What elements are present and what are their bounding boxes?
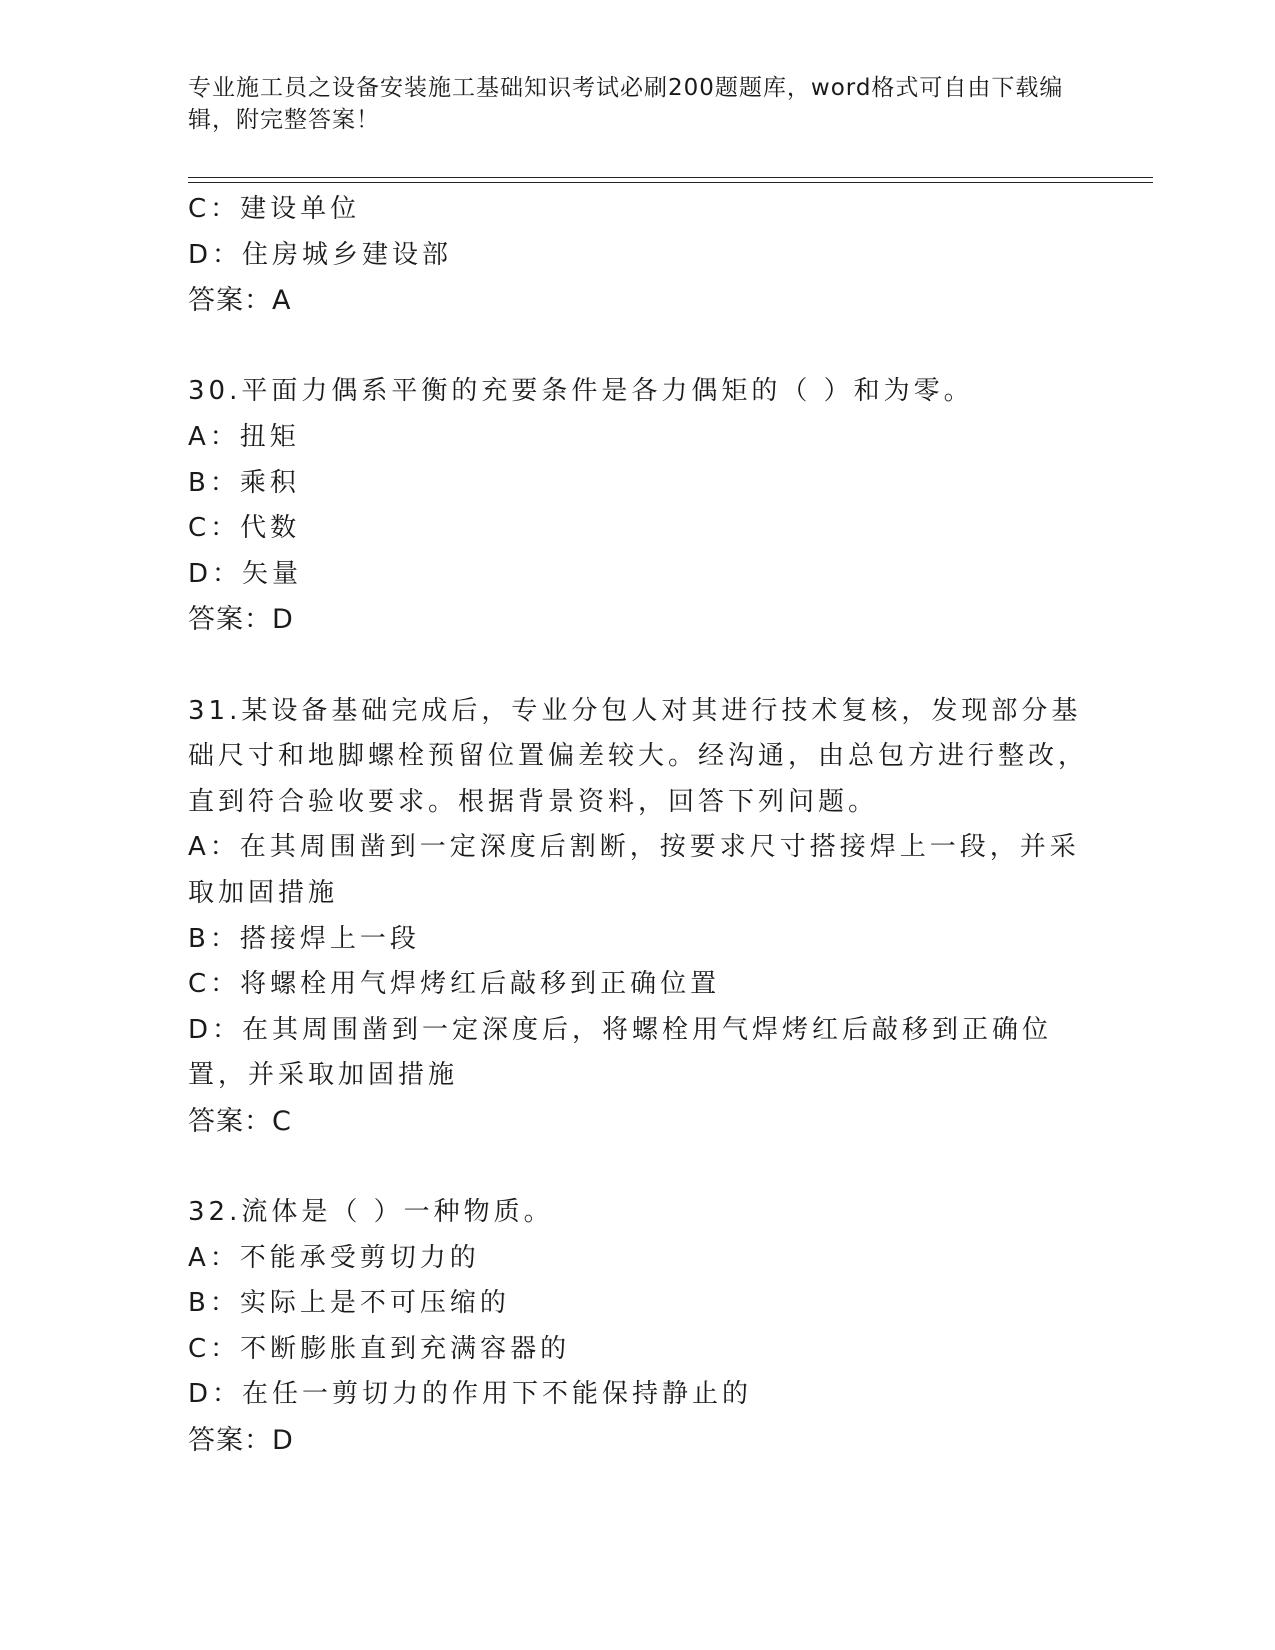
spacer (188, 643, 1088, 689)
option-c: C：将螺栓用气焊烤红后敲移到正确位置 (188, 969, 721, 1000)
option-c: C：代数 (188, 513, 301, 544)
question-list (188, 187, 1088, 1464)
question-text: 32.流体是（ ）一种物质。 (188, 1197, 554, 1228)
header-divider-bottom (188, 182, 1153, 183)
spacer (188, 1144, 1088, 1190)
document-header: 专业施工员之设备安装施工基础知识考试必刷200题题库，word格式可自由下载编辑，附完整答案！ (188, 75, 1064, 133)
option-d: D：在任一剪切力的作用下不能保持静止的 (188, 1379, 753, 1410)
option-a: A：在其周围凿到一定深度后割断，按要求尺寸搭接焊上一段，并采取加固措施 (188, 832, 1080, 908)
answer: 答案：A (188, 285, 292, 317)
option-c: C：不断膨胀直到充满容器的 (188, 1333, 571, 1364)
option-d: D：在其周围凿到一定深度后，将螺栓用气焊烤红后敲移到正确位置，并采取加固措施 (188, 1014, 1053, 1091)
option-a: A：扭矩 (188, 421, 300, 452)
answer: 答案：D (188, 604, 294, 636)
question-32 (188, 1190, 1088, 1464)
answer: 答案：C (188, 1105, 292, 1137)
question-30 (188, 369, 1088, 643)
question-29-tail (188, 187, 1088, 324)
option-d: D：矢量 (188, 558, 303, 589)
option-b: B：搭接焊上一段 (188, 923, 420, 954)
option-d: D：住房城乡建设部 (188, 239, 453, 270)
option-b: B：实际上是不可压缩的 (188, 1288, 510, 1319)
question-31 (188, 689, 1088, 1145)
option-a: A：不能承受剪切力的 (188, 1242, 480, 1273)
option-c: C：建设单位 (188, 194, 361, 224)
spacer (188, 324, 1088, 370)
header-divider-top (188, 177, 1153, 178)
question-text: 30.平面力偶系平衡的充要条件是各力偶矩的（ ）和为零。 (188, 376, 974, 407)
question-text: 31.某设备基础完成后，专业分包人对其进行技术复核，发现部分基础尺寸和地脚螺栓预留位置偏差较大。经沟通，由总包方进行整改，直到符合验收要求。根据背景资料，回答下列问题。 (188, 695, 1089, 817)
answer: 答案：D (188, 1425, 294, 1457)
option-b: B：乘积 (188, 467, 300, 498)
